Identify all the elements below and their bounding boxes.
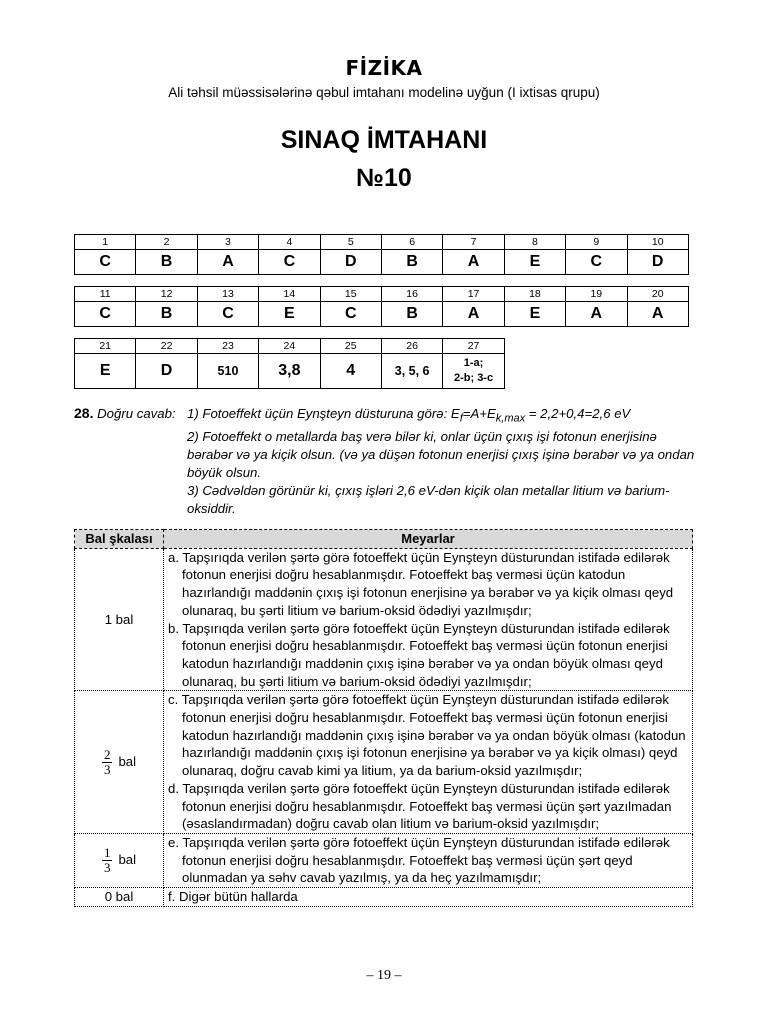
answer-number: 10 (627, 235, 688, 250)
correct-answer-label: Doğru cavab: (97, 406, 176, 421)
score-cell (75, 833, 164, 887)
criteria-row (75, 691, 693, 834)
fraction-denominator: 3 (103, 761, 111, 777)
answer-values-row (75, 250, 689, 275)
answer-number: 19 (566, 287, 627, 302)
criterion-item: e. Tapşırıqda verilən şərtə görə fotoeffekt üçün Eynşteyn düsturundan istifadə edilərək fotonun enerjisi doğru hesablanmışdır. Fotoeffekt baş verməsi üçün şərt qeyd olunmadan ya səhv cavab yazılmış, ya da heç yazılmamışdır; (168, 834, 670, 886)
answer-number: 24 (259, 339, 320, 354)
answer-value: D (627, 250, 688, 275)
step-1-subscript-2: k,max (495, 412, 526, 425)
answer-numbers-row (75, 235, 689, 250)
exam-number: №10 (356, 164, 412, 192)
answer-step-2: 2) Fotoeffekt o metallarda baş verə bilər ki, onlar üçün çıxış işi fotonun enerjisinə bərabər və ya kiçik olsun. (və ya düşən fotonun enerjisi çıxış işinə bərabər və ya ondan böyük olsun. (187, 429, 695, 481)
matching-line-2: 2-b; 3-c (453, 372, 494, 384)
answer-value: C (75, 250, 136, 275)
answer-table-3 (74, 338, 505, 389)
answer-value: 3,8 (259, 354, 320, 389)
answer-number: 27 (443, 339, 504, 354)
criteria-cell (164, 548, 693, 691)
score-unit: bal (118, 753, 137, 769)
step-1-text-end: = 2,2+0,4=2,6 eV (525, 406, 631, 421)
answer-value: 3, 5, 6 (381, 354, 442, 389)
answer-value: A (566, 302, 627, 327)
criterion-item: d. Tapşırıqda verilən şərtə görə fotoeffekt üçün Eynşteyn düsturundan istifadə edilərək fotonun enerjisi doğru hesablanmışdır. Fotoeffekt baş verməsi üçün şərt yazılmadan (əsaslandırmadan) doğru cavab olan litium və barium-oksid yazılmışdır; (168, 780, 672, 832)
score-unit: bal (118, 851, 137, 867)
answer-number: 4 (259, 235, 320, 250)
page-number: – 19 – (366, 968, 402, 983)
criteria-table (74, 529, 693, 907)
answer-value: C (566, 250, 627, 275)
criterion-item: f. Digər bütün hallarda (168, 889, 298, 905)
answer-table-2 (74, 286, 689, 327)
step-1-subscript: f (459, 412, 463, 425)
fraction-numerator: 1 (103, 845, 111, 860)
answer-number: 20 (627, 287, 688, 302)
answer-number: 22 (136, 339, 197, 354)
answer-value: B (136, 302, 197, 327)
criteria-cell (164, 888, 693, 907)
answer-number: 6 (381, 235, 442, 250)
criterion-item: b. Tapşırıqda verilən şərtə görə fotoeffekt üçün Eynşteyn düsturundan istifadə edilərək fotonun enerjisi doğru hesablanmışdır. Fotoeffekt baş verməsi üçün fotonun enerjisi katodun hazırlandığı maddənin çıxış işinə bərabər və ya ondan böyük olması qeyd olunaraq, bu şərti litium və barium-oksid ödədiyi yazılmışdır; (168, 620, 670, 689)
answer-number: 5 (320, 235, 381, 250)
criteria-cell (164, 691, 693, 834)
exam-title: SINAQ İMTAHANI (280, 126, 488, 154)
exam-subtitle: Ali təhsil müəssisələrinə qəbul imtahanı modelinə uyğun (I ixtisas qrupu) (168, 85, 600, 100)
score-fraction (102, 846, 113, 875)
answer-value: A (443, 302, 504, 327)
answer-value: B (381, 250, 442, 275)
answer-step-3: 3) Cədvəldən görünür ki, çıxış işləri 2,6 eV-dən kiçik olan metallar litium və barium-oksiddir. (187, 482, 670, 516)
score-cell (75, 691, 164, 834)
question-28-label (74, 405, 176, 423)
question-28-body (187, 405, 697, 517)
answer-number: 2 (136, 235, 197, 250)
answer-number: 1 (75, 235, 136, 250)
answer-value: E (259, 302, 320, 327)
answer-number: 11 (75, 287, 136, 302)
criteria-row (75, 888, 693, 907)
answer-value: 4 (320, 354, 381, 389)
answer-numbers-row (75, 287, 689, 302)
answer-value: A (627, 302, 688, 327)
answer-value: C (75, 302, 136, 327)
answer-number: 3 (197, 235, 258, 250)
question-number: 28. (74, 405, 94, 421)
criteria-header: Meyarlar (164, 530, 693, 549)
answer-number: 9 (566, 235, 627, 250)
answer-number: 7 (443, 235, 504, 250)
fraction-denominator: 3 (103, 860, 111, 875)
answer-value-matching (443, 354, 504, 389)
answer-number: 16 (381, 287, 442, 302)
answer-number: 18 (504, 287, 565, 302)
answer-value: E (504, 250, 565, 275)
answer-value: A (197, 250, 258, 275)
answer-values-row (75, 302, 689, 327)
step-1-text: 1) Fotoeffekt üçün Eynşteyn düsturuna görə: E (187, 406, 460, 421)
score-cell: 0 bal (75, 888, 164, 907)
criteria-header-row (75, 530, 693, 549)
answer-value: C (259, 250, 320, 275)
subject-title: FİZİKA (345, 56, 423, 80)
answer-value: B (381, 302, 442, 327)
criterion-item: a. Tapşırıqda verilən şərtə görə fotoeffekt üçün Eynşteyn düsturundan istifadə edilərək fotonun enerjisi doğru hesablanmışdır. Fotoeffekt baş verməsi üçün katodun hazırlandığı maddənin çıxış işi fotonun enerjisinə ya bərabər və ya kiçik olması qeyd olunaraq, bu şərti litium və barium-oksid ödədiyi yazılmışdır; (168, 549, 674, 618)
criterion-item: c. Tapşırıqda verilən şərtə görə fotoeffekt üçün Eynşteyn düsturundan istifadə edilərək fotonun enerjisi doğru hesablanmışdır. Fotoeffekt baş verməsi üçün fotonun enerjisi katodun hazırlandığı maddənin çıxış işinə bərabər və ya ondan böyük olması (katodun hazırlandığı maddənin çıxış işi fotonun enerjisinə ya bərabər və ya kiçik olması) qeyd olunaraq, doğru cavab kimi ya litium, ya da barium-oksid yazılmışdır; (168, 692, 686, 779)
answer-value: B (136, 250, 197, 275)
answer-number: 23 (197, 339, 258, 354)
answer-number: 8 (504, 235, 565, 250)
answer-table-1 (74, 234, 689, 275)
answer-number: 25 (320, 339, 381, 354)
answer-value: E (75, 354, 136, 389)
score-fraction (102, 748, 113, 777)
step-1-text-mid: =A+E (462, 406, 496, 421)
score-cell: 1 bal (75, 548, 164, 691)
criteria-row (75, 833, 693, 887)
answer-value: A (443, 250, 504, 275)
answer-value: 510 (197, 354, 258, 389)
answer-value: C (197, 302, 258, 327)
fraction-numerator: 2 (103, 746, 111, 762)
answer-value: D (136, 354, 197, 389)
answer-number: 26 (381, 339, 442, 354)
answer-value: E (504, 302, 565, 327)
answer-number: 14 (259, 287, 320, 302)
score-scale-header: Bal şkalası (75, 530, 164, 549)
answer-numbers-row (75, 339, 505, 354)
criteria-row (75, 548, 693, 691)
matching-line-1: 1-a; (463, 357, 484, 369)
criteria-cell (164, 833, 693, 887)
answer-number: 17 (443, 287, 504, 302)
answer-number: 15 (320, 287, 381, 302)
answer-number: 21 (75, 339, 136, 354)
answer-values-row (75, 354, 505, 389)
answer-step-1 (187, 405, 697, 428)
answer-number: 12 (136, 287, 197, 302)
answer-value: C (320, 302, 381, 327)
answer-number: 13 (197, 287, 258, 302)
answer-value: D (320, 250, 381, 275)
